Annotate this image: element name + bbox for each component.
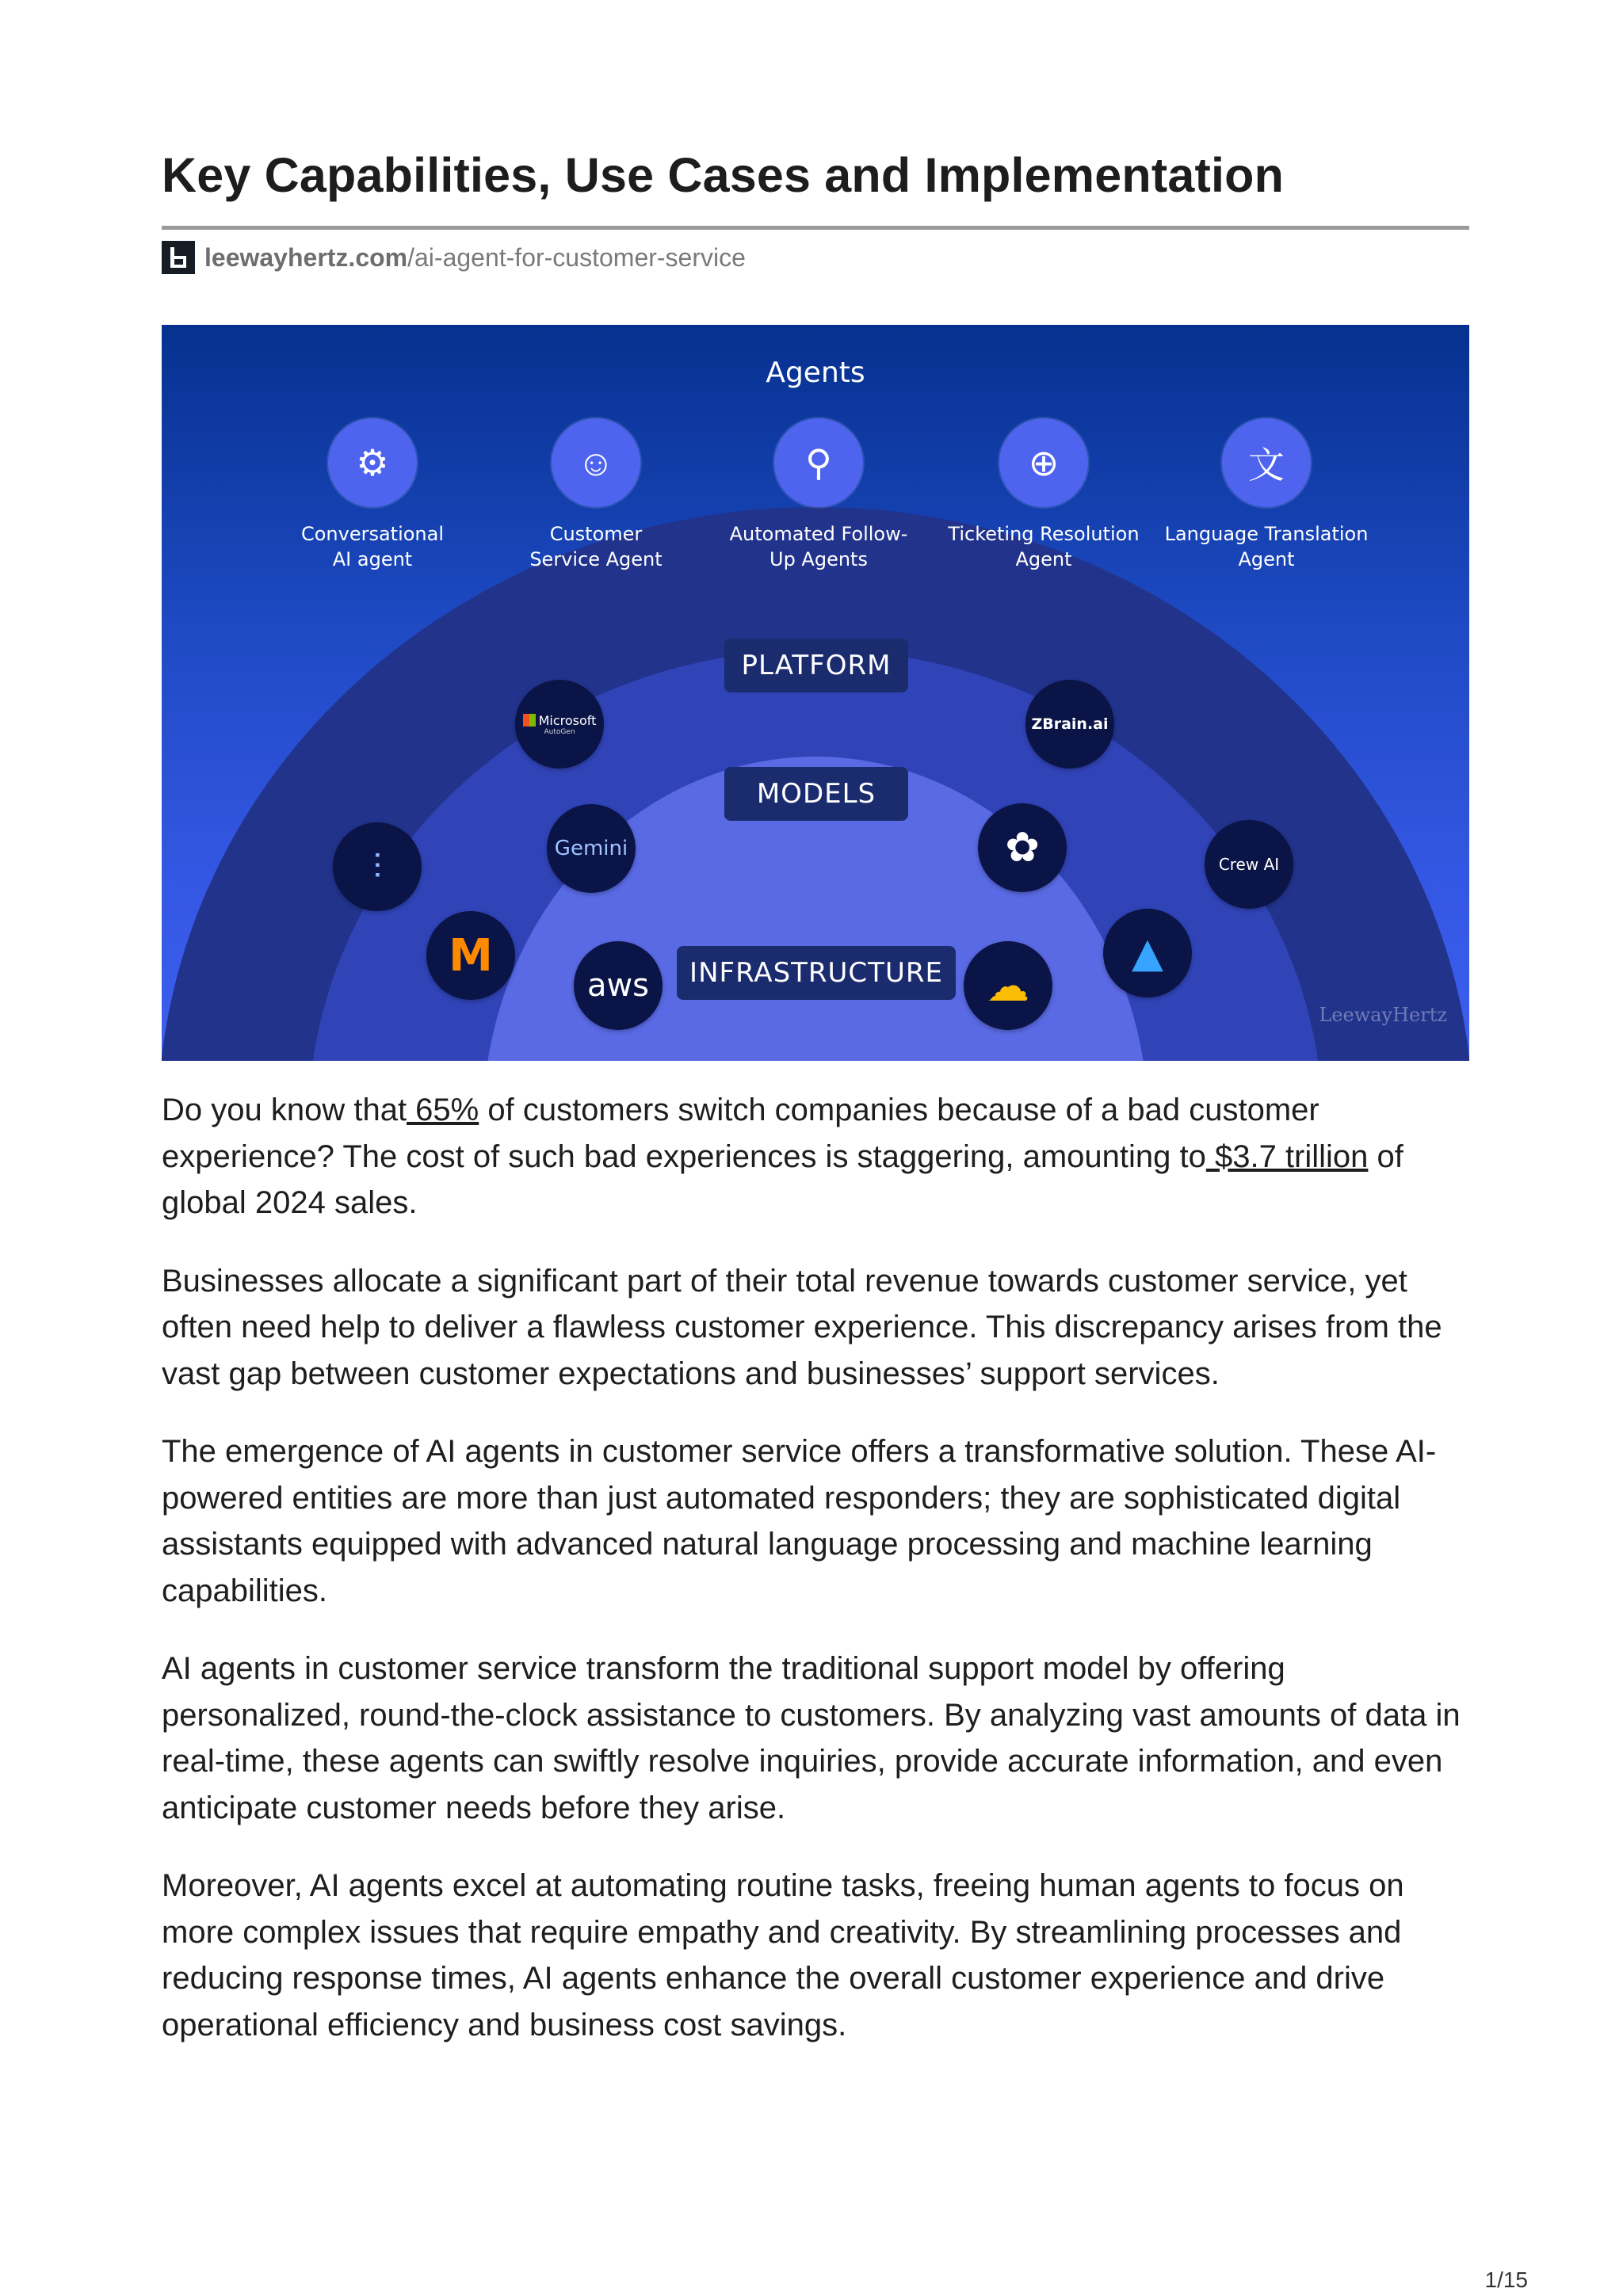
search-user-icon: ⚲: [774, 418, 863, 507]
gemini-logo: Gemini: [547, 804, 636, 893]
page-number: 1/15: [1484, 2267, 1528, 2292]
source-path[interactable]: /ai-agent-for-customer-service: [407, 242, 746, 272]
agent-label: Customer Service Agent: [529, 523, 663, 570]
site-favicon-icon: [162, 241, 195, 274]
source-line[interactable]: [162, 240, 746, 275]
title-divider: [162, 226, 1469, 230]
stat-link-3-7-trillion[interactable]: $3.7 trillion: [1205, 1138, 1369, 1174]
paragraph-4: AI agents in customer service transform the traditional support model by offering personalized, round-the-clock assistance to customers. By analyzing vast amounts of data in real-time, these agents can swiftly resolve inquiries, provide accurate information, and even anticipate customer needs before they arise.: [162, 1651, 1461, 1825]
agent-ticketing: [933, 418, 1155, 572]
microsoft-autogen-logo: Microsoft AutoGen: [515, 680, 604, 769]
agent-label: Ticketing Resolution Agent: [948, 523, 1140, 570]
translate-icon: 文: [1222, 418, 1311, 507]
hero-image: [162, 325, 1469, 1061]
azure-icon: ▲: [1103, 909, 1192, 997]
mistral-icon: M: [426, 911, 515, 1000]
models-label: MODELS: [724, 767, 908, 821]
article-body: [162, 1087, 1469, 2080]
agent-label: Conversational AI agent: [300, 523, 445, 570]
microsoft-icon: [523, 714, 536, 727]
paragraph-5: Moreover, AI agents excel at automating routine tasks, freeing human agents to focus on more complex issues that require empathy and creativity. By streamlining processes and reducing response times, AI agents enhance the overall customer experience and drive operational efficiency and business cost savings.: [162, 1868, 1404, 2042]
infrastructure-label: INFRASTRUCTURE: [677, 946, 956, 1000]
paragraph-2: Businesses allocate a significant part of their total revenue towards customer service, yet often need help to deliver a flawless customer experience. This discrepancy arises from the vast gap between customer expectations and businesses’ support services.: [162, 1263, 1442, 1391]
agent-customer-service: [485, 418, 707, 572]
agent-label: Language Translation Agent: [1164, 523, 1369, 570]
aws-logo: aws: [574, 941, 663, 1030]
paragraph-3: The emergence of AI agents in customer service offers a transformative solution. These AI-powered entities are more than just automated responders; they are sophisticated digital assistants equipped with advanced natural language processing and machine learning capabilities.: [162, 1434, 1437, 1608]
stat-link-65-percent[interactable]: 65%: [407, 1093, 479, 1127]
ticket-icon: ⊕: [999, 418, 1088, 507]
crewai-logo: Crew AI: [1205, 820, 1293, 909]
agent-conversational: [262, 418, 483, 572]
watermark: LeewayHertz: [1319, 1004, 1447, 1026]
paragraph-1: Do you know that 65% of customers switch companies because of a bad customer experience? The cost of such bad experiences is staggering, amounting to $3.7 trillion of global 2024 sales.: [162, 1093, 1403, 1220]
agent-follow-up: [708, 418, 930, 572]
platform-label: PLATFORM: [724, 639, 908, 692]
page-title: Key Capabilities, Use Cases and Implementation: [162, 148, 1285, 202]
agents-heading: Agents: [766, 357, 865, 389]
openai-icon: ✿: [978, 803, 1067, 892]
agent-label: Automated Follow- Up Agents: [729, 523, 908, 570]
support-chat-icon: ☺: [552, 418, 640, 507]
zbrain-logo: ZBrain.ai: [1025, 680, 1114, 769]
google-cloud-icon: ☁: [964, 941, 1052, 1030]
source-domain[interactable]: leewayhertz.com: [204, 242, 408, 272]
brain-circuit-icon: ⚙: [328, 418, 417, 507]
agent-translation: [1155, 418, 1377, 572]
llamaindex-icon: ⫶: [333, 822, 422, 911]
